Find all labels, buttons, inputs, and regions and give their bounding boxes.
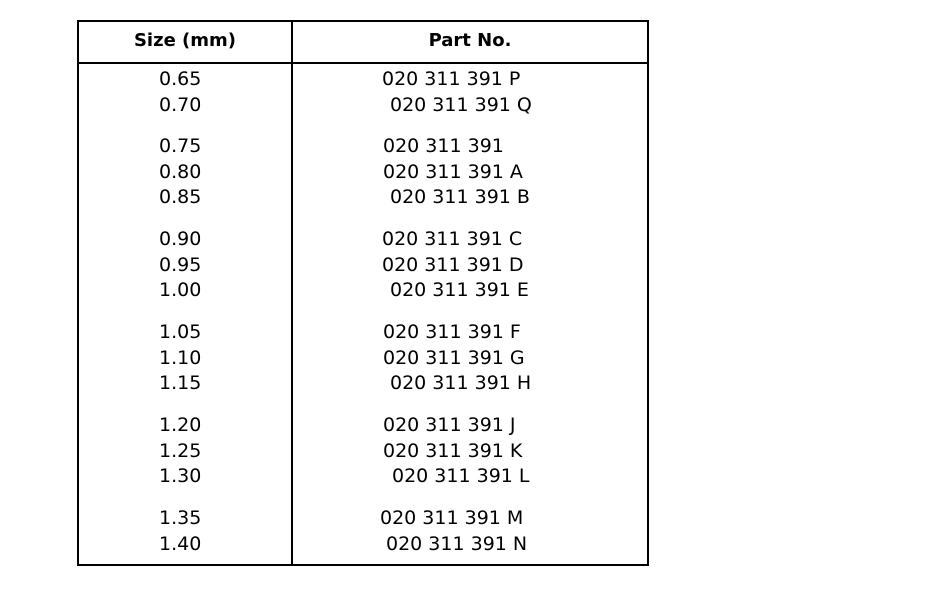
size-cell: 1.15: [159, 372, 202, 394]
header-divider: [79, 62, 647, 64]
part-number-cell: 020 311 391 F: [383, 321, 521, 343]
part-number-cell: 020 311 391 P: [382, 68, 521, 90]
size-cell: 1.30: [159, 465, 202, 487]
part-number-column-header: Part No.: [428, 30, 512, 51]
size-cell: 0.70: [159, 94, 202, 116]
size-cell: 0.80: [159, 161, 202, 183]
size-cell: 1.25: [159, 440, 202, 462]
size-cell: 0.90: [159, 228, 202, 250]
part-number-cell: 020 311 391 M: [380, 507, 524, 529]
part-number-cell: 020 311 391: [383, 135, 504, 157]
part-number-cell: 020 311 391 B: [390, 186, 530, 208]
size-cell: 1.20: [159, 414, 202, 436]
part-number-cell: 020 311 391 J: [383, 414, 516, 436]
column-divider: [291, 22, 293, 564]
size-cell: 1.00: [159, 279, 202, 301]
size-cell: 1.40: [159, 533, 202, 555]
size-cell: 1.10: [159, 347, 202, 369]
part-number-cell: 020 311 391 L: [392, 465, 530, 487]
part-number-cell: 020 311 391 D: [382, 254, 524, 276]
size-column-header: Size (mm): [133, 30, 237, 51]
part-number-cell: 020 311 391 A: [383, 161, 523, 183]
part-number-cell: 020 311 391 E: [390, 279, 529, 301]
size-cell: 0.95: [159, 254, 202, 276]
parts-table: [77, 20, 649, 566]
size-cell: 0.75: [159, 135, 202, 157]
size-cell: 1.05: [159, 321, 202, 343]
part-number-cell: 020 311 391 Q: [390, 94, 532, 116]
part-number-cell: 020 311 391 H: [390, 372, 532, 394]
part-number-cell: 020 311 391 C: [382, 228, 523, 250]
part-number-cell: 020 311 391 K: [383, 440, 523, 462]
part-number-cell: 020 311 391 N: [386, 533, 528, 555]
size-cell: 0.65: [159, 68, 202, 90]
part-number-cell: 020 311 391 G: [383, 347, 525, 369]
size-cell: 1.35: [159, 507, 202, 529]
size-cell: 0.85: [159, 186, 202, 208]
